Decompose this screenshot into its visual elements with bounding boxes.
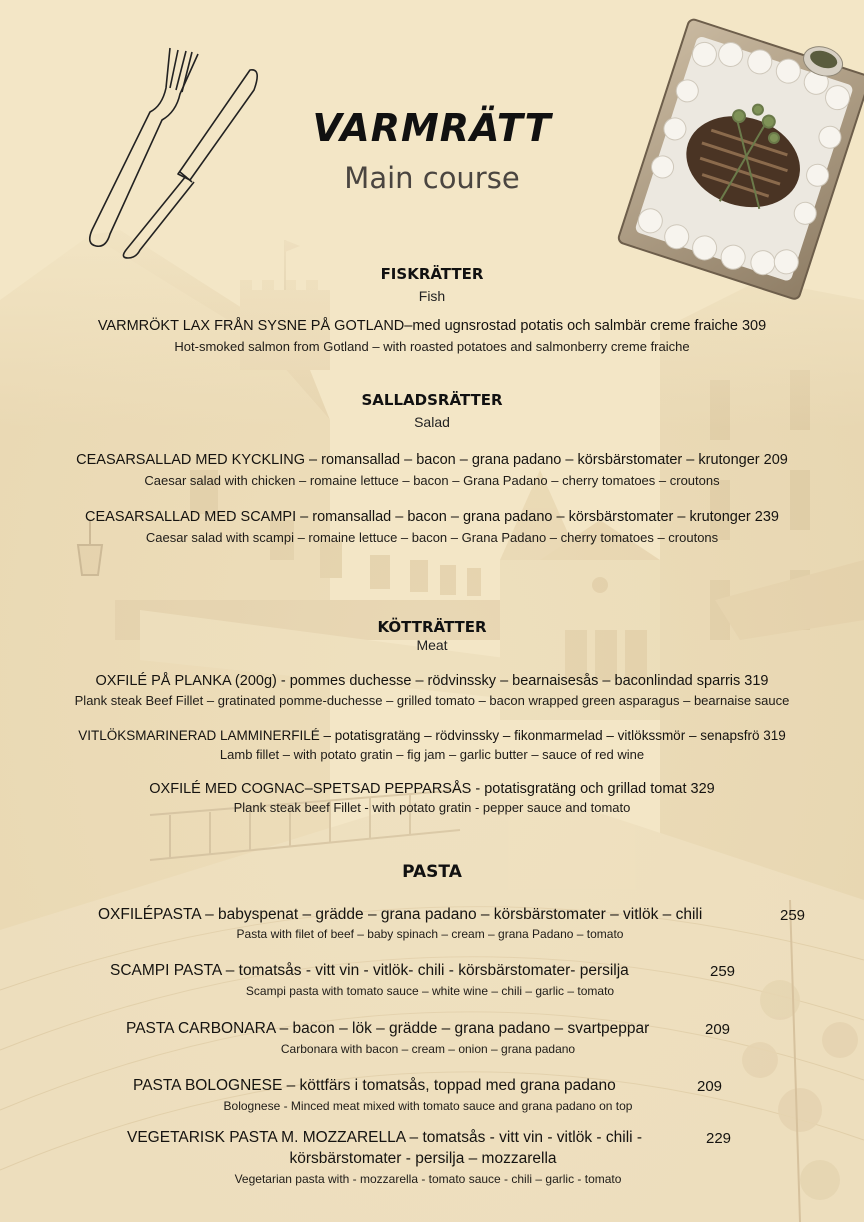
dish-description: Lamb fillet – with potato gratin – fig jam – garlic butter – sauce of red wine bbox=[219, 747, 645, 762]
page-subtitle: Main course bbox=[344, 161, 520, 195]
dish-name: PASTA BOLOGNESE – köttfärs i tomatsås, toppad med grana padano bbox=[133, 1077, 616, 1094]
section-title-fish: FISKRÄTTER bbox=[380, 265, 484, 283]
page-title: VARMRÄTT bbox=[312, 106, 552, 150]
section-title-pasta: PASTA bbox=[402, 862, 462, 882]
dish-price: 209 bbox=[697, 1078, 723, 1095]
dish-name: OXFILÉ MED COGNAC–SPETSAD PEPPARSÅS - potatisgratäng och grillad tomat 329 bbox=[149, 781, 715, 797]
section-subtitle-meat: Meat bbox=[416, 637, 448, 653]
dish-description: Vegetarian pasta with - mozzarella - tomato sauce - chili – garlic - tomato bbox=[234, 1172, 622, 1186]
dish-name: OXFILÉPASTA – babyspenat – grädde – grana padano – körsbärstomater – vitlök – chili bbox=[98, 906, 703, 923]
dish-name: VEGETARISK PASTA M. MOZZARELLA – tomatsås - vitt vin - vitlök - chili - bbox=[127, 1129, 643, 1146]
dish-name: CEASARSALLAD MED SCAMPI – romansallad – bacon – grana padano – körsbärstomater – krutonger 239 bbox=[85, 509, 779, 525]
dish-price: 229 bbox=[706, 1130, 732, 1147]
dish-name: VITLÖKSMARINERAD LAMMINERFILÉ – potatisgratäng – rödvinssky – fikonmarmelad – vitlökssmör – senapsfrö 319 bbox=[78, 728, 786, 743]
dish-name: PASTA CARBONARA – bacon – lök – grädde – grana padano – svartpeppar bbox=[126, 1020, 650, 1037]
dish-price: 209 bbox=[705, 1021, 731, 1038]
dish-description: Hot-smoked salmon from Gotland – with roasted potatoes and salmonberry creme fraiche bbox=[174, 339, 690, 354]
dish-price: 259 bbox=[780, 907, 806, 924]
dish-description: Caesar salad with scampi – romaine lettuce – bacon – Grana Padano – cherry tomatoes – croutons bbox=[145, 530, 719, 545]
dish-name: SCAMPI PASTA – tomatsås - vitt vin - vitlök- chili - körsbärstomater- persilja bbox=[110, 962, 629, 979]
section-subtitle-fish: Fish bbox=[418, 288, 446, 304]
dish-description: Plank steak beef Fillet - with potato gratin - pepper sauce and tomato bbox=[233, 800, 631, 815]
section-title-salad: SALLADSRÄTTER bbox=[361, 391, 503, 409]
dish-description: Scampi pasta with tomato sauce – white wine – chili – garlic – tomato bbox=[245, 984, 615, 998]
dish-name-continued: körsbärstomater - persilja – mozzarella bbox=[289, 1150, 557, 1167]
dish-name: VARMRÖKT LAX FRÅN SYSNE PÅ GOTLAND–med ugnsrostad potatis och salmbär creme fraiche 309 bbox=[97, 318, 767, 334]
dish-name: OXFILÉ PÅ PLANKA (200g) - pommes duchesse – rödvinssky – bearnaisesås – baconlindad sparris 319 bbox=[95, 673, 769, 689]
dish-description: Plank steak Beef Fillet – gratinated pomme-duchesse – grilled tomato – bacon wrapped green asparagus – bearnaise sauce bbox=[74, 693, 790, 708]
section-title-meat: KÖTTRÄTTER bbox=[377, 618, 487, 636]
dish-price: 259 bbox=[710, 963, 736, 980]
dish-name: CEASARSALLAD MED KYCKLING – romansallad – bacon – grana padano – körsbärstomater – krutonger 209 bbox=[76, 452, 788, 468]
dish-description: Caesar salad with chicken – romaine lettuce – bacon – Grana Padano – cherry tomatoes – croutons bbox=[144, 473, 720, 488]
dish-description: Pasta with filet of beef – baby spinach – cream – grana Padano – tomato bbox=[236, 927, 624, 941]
dish-description: Carbonara with bacon – cream – onion – grana padano bbox=[280, 1042, 576, 1056]
dish-description: Bolognese - Minced meat mixed with tomato sauce and grana padano on top bbox=[223, 1099, 633, 1113]
section-subtitle-salad: Salad bbox=[414, 414, 450, 430]
plank-steak-illustration bbox=[615, 10, 864, 300]
fork-knife-icon bbox=[70, 40, 270, 260]
